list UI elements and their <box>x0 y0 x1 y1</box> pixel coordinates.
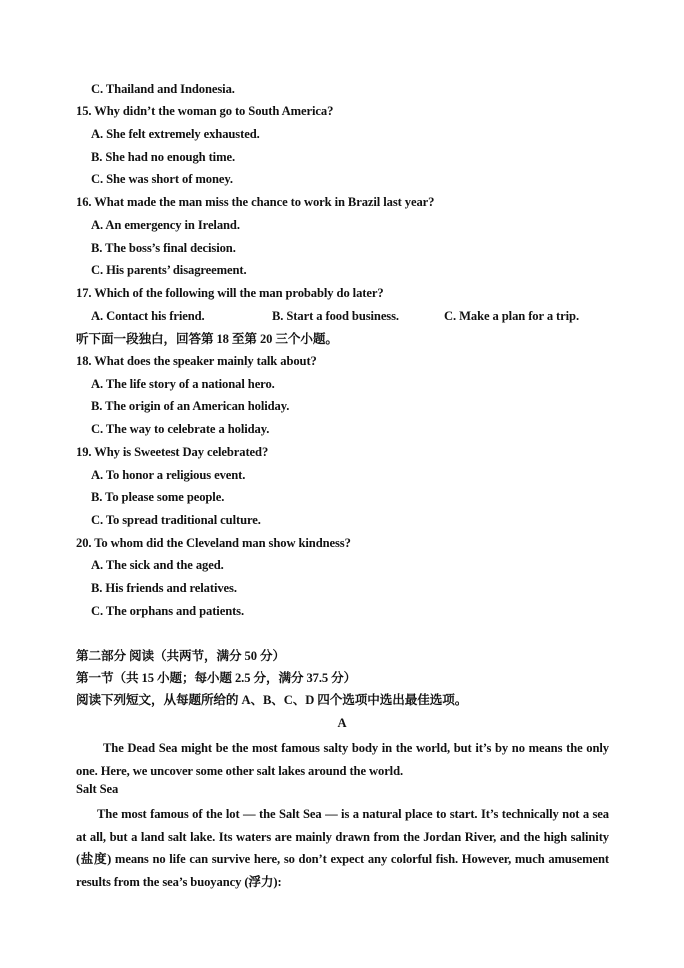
q18-option-b: B. The origin of an American holiday. <box>91 399 290 413</box>
reading-section-title: 第一节（共 15 小题；每小题 2.5 分，满分 37.5 分） <box>76 671 357 685</box>
passage-body: The most famous of the lot — the Salt Sea — is a natural place to start. It’s technically not a sea at all, but a land salt lake. Its waters are mainly drawn from the Jordan River, and the high salinity (盐度) means no life can survive here, so don’t expect any colorful fish. However, much amusement results from the sea’s buoyancy (浮力): <box>76 807 609 889</box>
q17-question: 17. Which of the following will the man probably do later? <box>76 286 384 300</box>
q16-option-b: B. The boss’s final decision. <box>91 241 236 255</box>
q20-option-b: B. His friends and relatives. <box>91 581 237 595</box>
q19-option-c: C. To spread traditional culture. <box>91 513 261 527</box>
reading-part-title: 第二部分 阅读（共两节，满分 50 分） <box>76 649 285 663</box>
q18-question: 18. What does the speaker mainly talk about? <box>76 354 317 368</box>
q16-option-c: C. His parents’ disagreement. <box>91 263 247 277</box>
q18-option-c: C. The way to celebrate a holiday. <box>91 422 270 436</box>
q16-option-a: A. An emergency in Ireland. <box>91 218 240 232</box>
q20-option-c: C. The orphans and patients. <box>91 604 245 618</box>
q16-question: 16. What made the man miss the chance to work in Brazil last year? <box>76 195 435 209</box>
q15-option-c: C. She was short of money. <box>91 172 233 186</box>
q17-option-a: A. Contact his friend. <box>91 309 205 323</box>
q17-option-c: C. Make a plan for a trip. <box>444 309 579 323</box>
passage-label: A <box>337 716 347 730</box>
q17-option-b: B. Start a food business. <box>272 309 399 323</box>
q15-option-a: A. She felt extremely exhausted. <box>91 127 260 141</box>
q19-option-b: B. To please some people. <box>91 490 225 504</box>
q19-question: 19. Why is Sweetest Day celebrated? <box>76 445 269 459</box>
instruction-18-20: 听下面一段独白，回答第 18 至第 20 三个小题。 <box>76 332 338 346</box>
reading-instruction: 阅读下列短文，从每题所给的 A、B、C、D 四个选项中选出最佳选项。 <box>76 693 468 707</box>
passage-intro: The Dead Sea might be the most famous salty body in the world, but it’s by no means the only one. Here, we uncover some other salt lakes around the world. <box>76 741 609 778</box>
q14-option-c: C. Thailand and Indonesia. <box>91 82 235 96</box>
q20-option-a: A. The sick and the aged. <box>91 558 224 572</box>
q15-question: 15. Why didn’t the woman go to South America? <box>76 104 334 118</box>
passage-subheading: Salt Sea <box>76 782 119 796</box>
q19-option-a: A. To honor a religious event. <box>91 468 246 482</box>
q20-question: 20. To whom did the Cleveland man show kindness? <box>76 536 351 550</box>
q18-option-a: A. The life story of a national hero. <box>91 377 275 391</box>
q15-option-b: B. She had no enough time. <box>91 150 236 164</box>
